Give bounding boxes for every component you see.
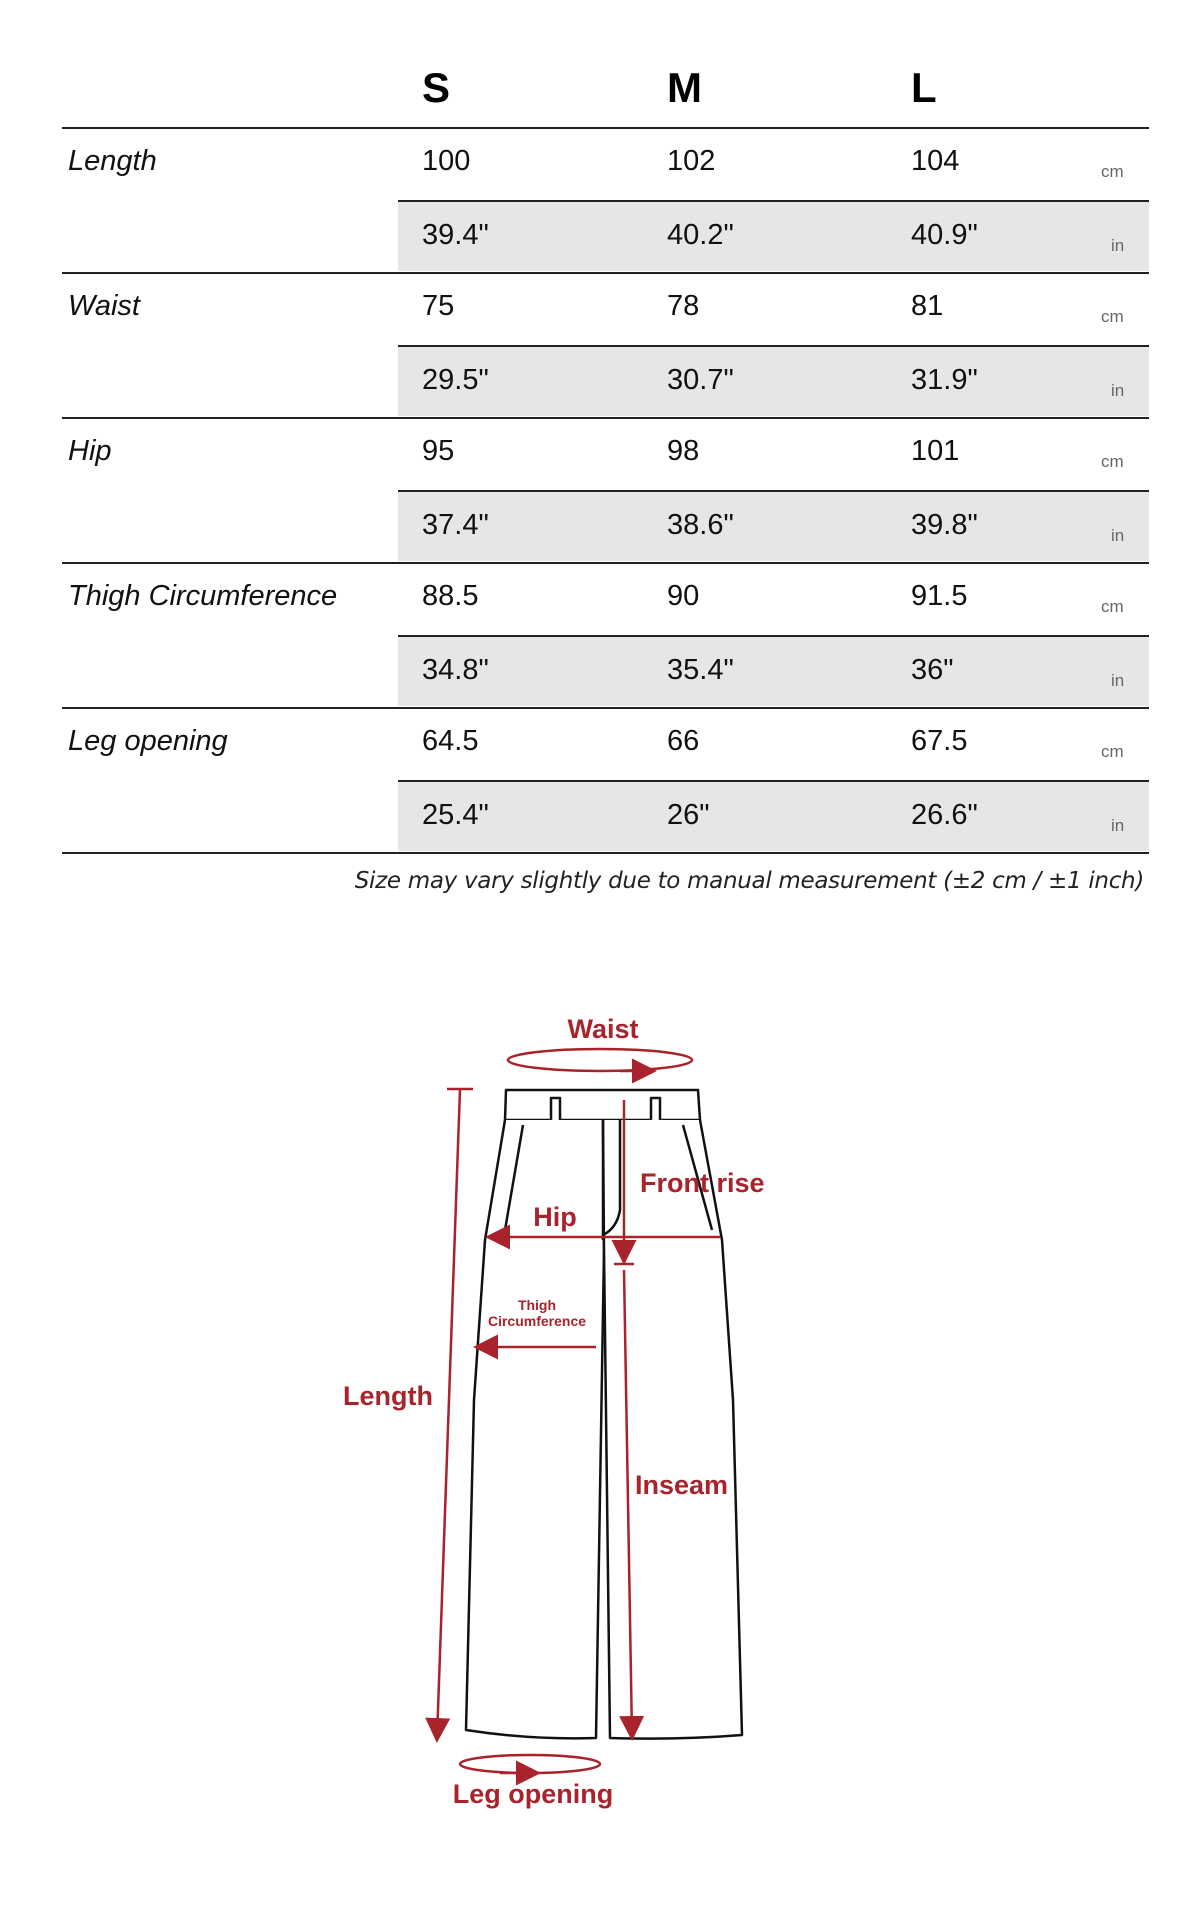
inch-row-background xyxy=(398,491,1149,561)
inch-row-background xyxy=(398,781,1149,851)
row-divider xyxy=(398,635,1149,637)
inch-value: 29.5" xyxy=(422,363,489,396)
row-divider xyxy=(398,200,1149,202)
inch-value: 31.9" xyxy=(911,363,978,396)
unit-cm-label: cm xyxy=(1101,162,1124,181)
unit-in-label: in xyxy=(1111,235,1125,255)
measurement-label: Hip xyxy=(68,435,112,467)
section-rule xyxy=(62,707,1149,709)
section-rule xyxy=(62,562,1149,564)
section-rule xyxy=(62,417,1149,419)
size-header-s: S xyxy=(422,64,451,111)
leg-opening-indicator xyxy=(460,1755,600,1773)
inch-value: 30.7" xyxy=(667,363,734,396)
unit-cm-label: cm xyxy=(1101,742,1124,761)
cm-value: 102 xyxy=(667,145,716,177)
thigh-label-line1: Thigh xyxy=(517,1297,557,1313)
inch-value: 35.4" xyxy=(667,653,734,686)
cm-value: 81 xyxy=(911,290,944,322)
inch-row-background xyxy=(398,201,1149,271)
row-divider xyxy=(398,345,1149,347)
waist-indicator xyxy=(508,1049,692,1071)
cm-value: 91.5 xyxy=(911,580,968,612)
section-rule xyxy=(62,852,1149,854)
cm-value: 104 xyxy=(911,145,960,177)
size-header-m: M xyxy=(667,64,702,111)
cm-value: 88.5 xyxy=(422,580,479,612)
size-header-l: L xyxy=(911,64,937,111)
leg-opening-label: Leg opening xyxy=(452,1779,614,1809)
unit-cm-label: cm xyxy=(1101,597,1124,616)
cm-value: 100 xyxy=(422,145,471,177)
cm-value: 98 xyxy=(667,435,700,467)
inch-row-background xyxy=(398,636,1149,706)
cm-value: 67.5 xyxy=(911,725,968,757)
cm-value: 64.5 xyxy=(422,725,479,757)
unit-in-label: in xyxy=(1111,670,1125,690)
measurement-label: Thigh Circumference xyxy=(68,580,338,612)
measurement-label: Waist xyxy=(68,290,140,322)
inch-value: 26.6" xyxy=(911,798,978,831)
measurement-label: Length xyxy=(68,145,157,177)
waist-label: Waist xyxy=(567,1014,639,1044)
section-rule xyxy=(62,272,1149,274)
unit-cm-label: cm xyxy=(1101,452,1124,471)
cm-value: 90 xyxy=(667,580,700,612)
unit-in-label: in xyxy=(1111,525,1125,545)
measurement-note: Size may vary slightly due to manual measurement (±2 cm / ±1 inch) xyxy=(354,868,1144,894)
front-rise-label: Front rise xyxy=(640,1168,765,1198)
length-label: Length xyxy=(343,1381,433,1411)
pants-measurement-diagram xyxy=(0,980,1200,1840)
measurement-label: Leg opening xyxy=(68,725,228,757)
inch-value: 36" xyxy=(911,653,954,686)
table-top-rule xyxy=(62,127,1149,129)
thigh-label-line2: Circumference xyxy=(487,1313,587,1329)
cm-value: 78 xyxy=(667,290,700,322)
inch-row-background xyxy=(398,346,1149,416)
inch-value: 34.8" xyxy=(422,653,489,686)
inch-value: 26" xyxy=(667,798,710,831)
inch-value: 40.9" xyxy=(911,218,978,251)
inseam-label: Inseam xyxy=(635,1470,729,1500)
inch-value: 39.4" xyxy=(422,218,489,251)
inch-value: 38.6" xyxy=(667,508,734,541)
unit-cm-label: cm xyxy=(1101,307,1124,326)
inch-value: 39.8" xyxy=(911,508,978,541)
row-divider xyxy=(398,490,1149,492)
unit-in-label: in xyxy=(1111,815,1125,835)
cm-value: 66 xyxy=(667,725,700,757)
hip-label: Hip xyxy=(533,1202,577,1232)
inch-value: 25.4" xyxy=(422,798,489,831)
row-divider xyxy=(398,780,1149,782)
cm-value: 75 xyxy=(422,290,455,322)
inch-value: 40.2" xyxy=(667,218,734,251)
unit-in-label: in xyxy=(1111,380,1125,400)
inch-value: 37.4" xyxy=(422,508,489,541)
cm-value: 101 xyxy=(911,435,960,467)
cm-value: 95 xyxy=(422,435,455,467)
